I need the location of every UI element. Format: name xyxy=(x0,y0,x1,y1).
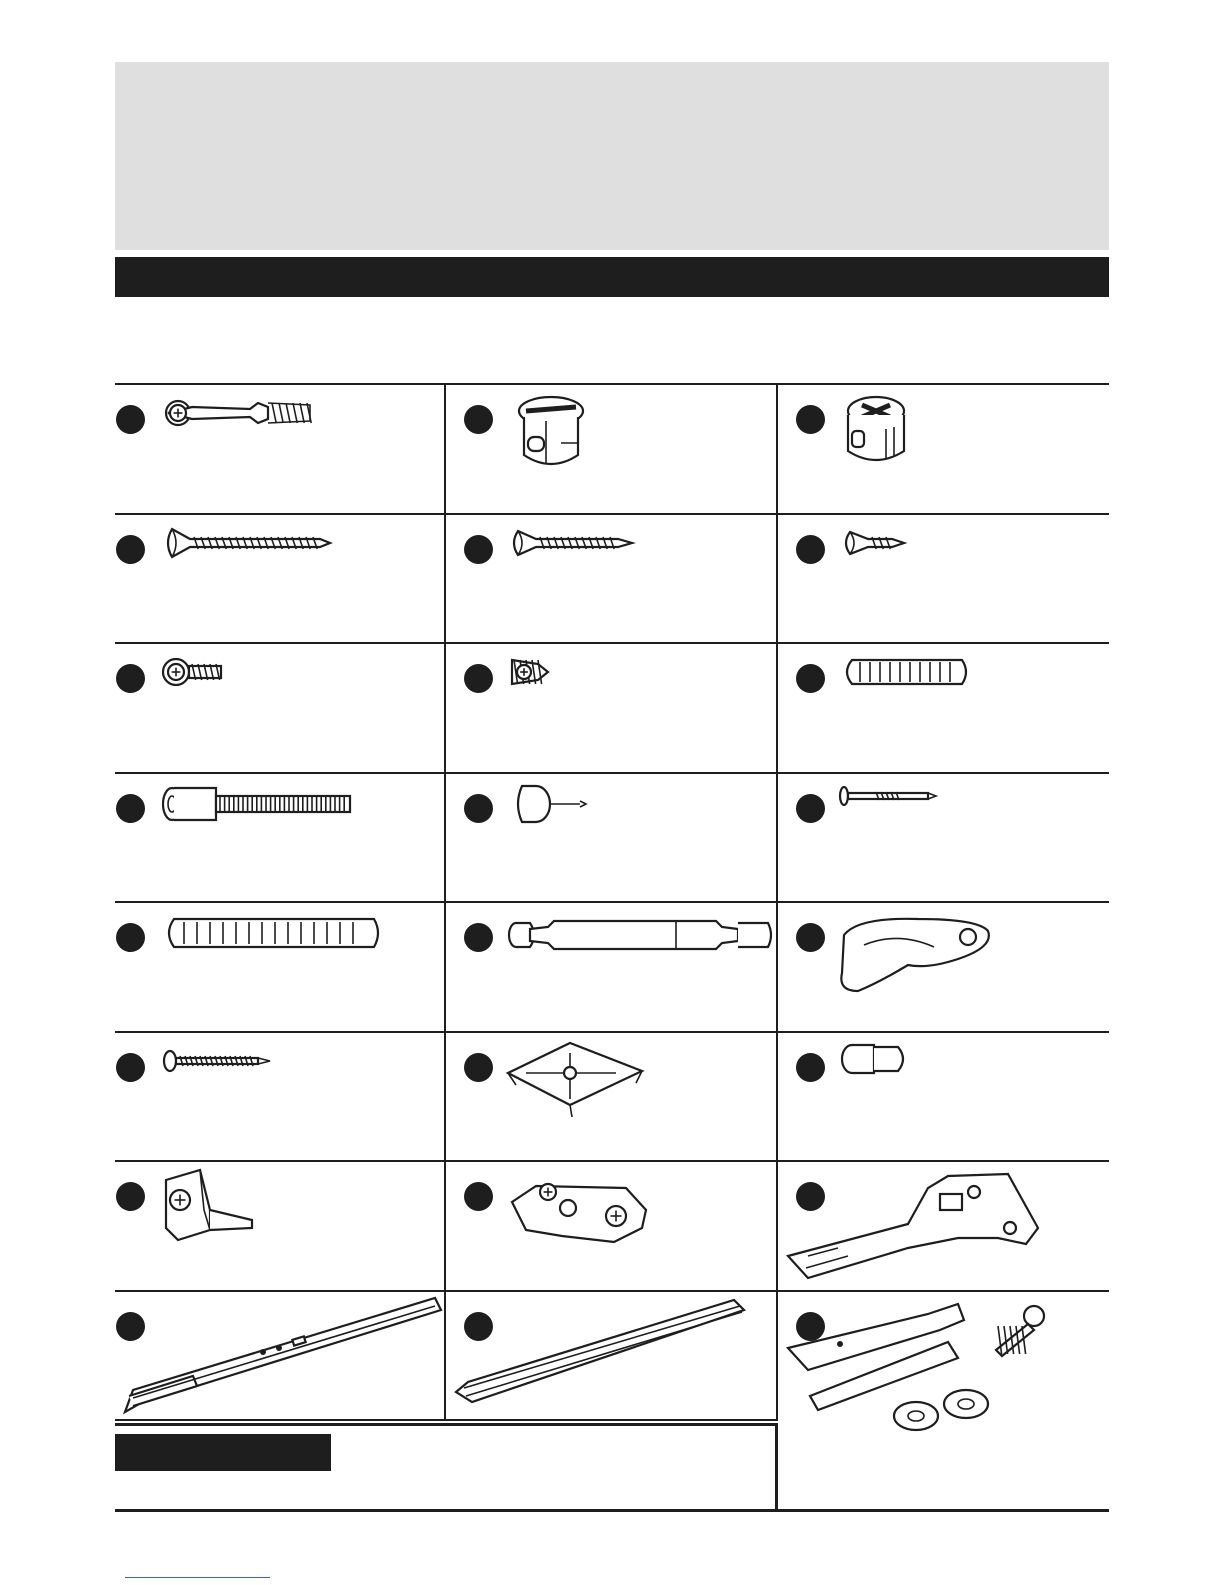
part-number-badge xyxy=(464,1053,493,1082)
part-number-badge xyxy=(796,405,825,434)
part-cell xyxy=(115,1033,446,1163)
cam-bolt-icon xyxy=(160,393,360,473)
part-number-badge xyxy=(796,535,825,564)
part-cell xyxy=(778,515,1109,645)
part-number-badge xyxy=(116,664,145,693)
part-number-badge xyxy=(116,1053,145,1082)
wood-screw-long-icon xyxy=(506,523,706,603)
part-cell xyxy=(115,903,446,1033)
part-cell xyxy=(446,644,777,774)
long-dowel-icon xyxy=(160,911,390,956)
cam-lock-icon xyxy=(506,393,706,473)
part-cell xyxy=(115,644,446,774)
part-number-badge xyxy=(116,535,145,564)
part-cell xyxy=(778,385,1109,515)
part-cell xyxy=(115,1162,446,1292)
part-cell xyxy=(778,903,1109,1033)
part-number-badge xyxy=(116,794,145,823)
part-number-badge xyxy=(796,664,825,693)
part-number-badge xyxy=(464,794,493,823)
part-number-badge xyxy=(116,405,145,434)
part-cell xyxy=(115,385,446,515)
part-cell xyxy=(115,774,446,904)
part-cell xyxy=(446,774,777,904)
panel-nail-icon xyxy=(838,782,1038,862)
part-cell xyxy=(778,1162,1109,1292)
wall-fixing-kit-icon xyxy=(788,1300,1068,1440)
shelf-support-icon xyxy=(838,1041,1038,1121)
felt-pad-nail-icon xyxy=(506,782,706,862)
double-cam-bolt-icon xyxy=(506,911,786,961)
hinge-mounting-plate-icon xyxy=(506,1170,706,1250)
note-box xyxy=(115,1423,778,1509)
part-cell xyxy=(778,1292,1109,1515)
part-number-badge xyxy=(464,535,493,564)
concealed-hinge-icon xyxy=(788,1168,1058,1298)
confirmat-screw-icon xyxy=(160,523,360,603)
part-cell xyxy=(446,515,777,645)
part-cell xyxy=(778,774,1109,904)
cam-lock-small-icon xyxy=(838,393,1038,473)
drawer-runner-icon xyxy=(123,1296,453,1421)
rail-support-icon xyxy=(838,911,1008,1006)
note-tab xyxy=(115,1434,331,1471)
corner-block-icon xyxy=(160,1170,360,1250)
part-cell xyxy=(778,644,1109,774)
part-number-badge xyxy=(796,1053,825,1082)
part-cell xyxy=(446,1162,777,1292)
part-cell xyxy=(446,385,777,515)
part-cell xyxy=(446,903,777,1033)
header-bar xyxy=(115,257,1109,297)
header-panel xyxy=(115,62,1109,250)
machine-screw-icon xyxy=(160,652,360,732)
part-cell xyxy=(446,1033,777,1163)
part-cell xyxy=(115,515,446,645)
insert-nut-icon xyxy=(506,652,706,732)
part-number-badge xyxy=(116,1182,145,1211)
footer-link-underline xyxy=(125,1577,270,1578)
connector-bolt-icon xyxy=(160,782,360,862)
part-number-badge xyxy=(116,923,145,952)
part-number-badge xyxy=(464,1182,493,1211)
guide-rail-icon xyxy=(454,1296,754,1411)
part-number-badge xyxy=(464,664,493,693)
part-cell xyxy=(446,1292,777,1422)
wooden-dowel-icon xyxy=(838,652,1038,732)
part-cell xyxy=(778,1033,1109,1163)
long-machine-screw-icon xyxy=(160,1041,360,1121)
part-number-badge xyxy=(796,794,825,823)
part-number-badge xyxy=(464,405,493,434)
part-cell xyxy=(115,1292,446,1422)
bottom-rule xyxy=(115,1509,1109,1512)
spike-plate-icon xyxy=(506,1041,706,1121)
part-number-badge xyxy=(464,923,493,952)
part-number-badge xyxy=(796,923,825,952)
wood-screw-short-icon xyxy=(838,523,1038,603)
